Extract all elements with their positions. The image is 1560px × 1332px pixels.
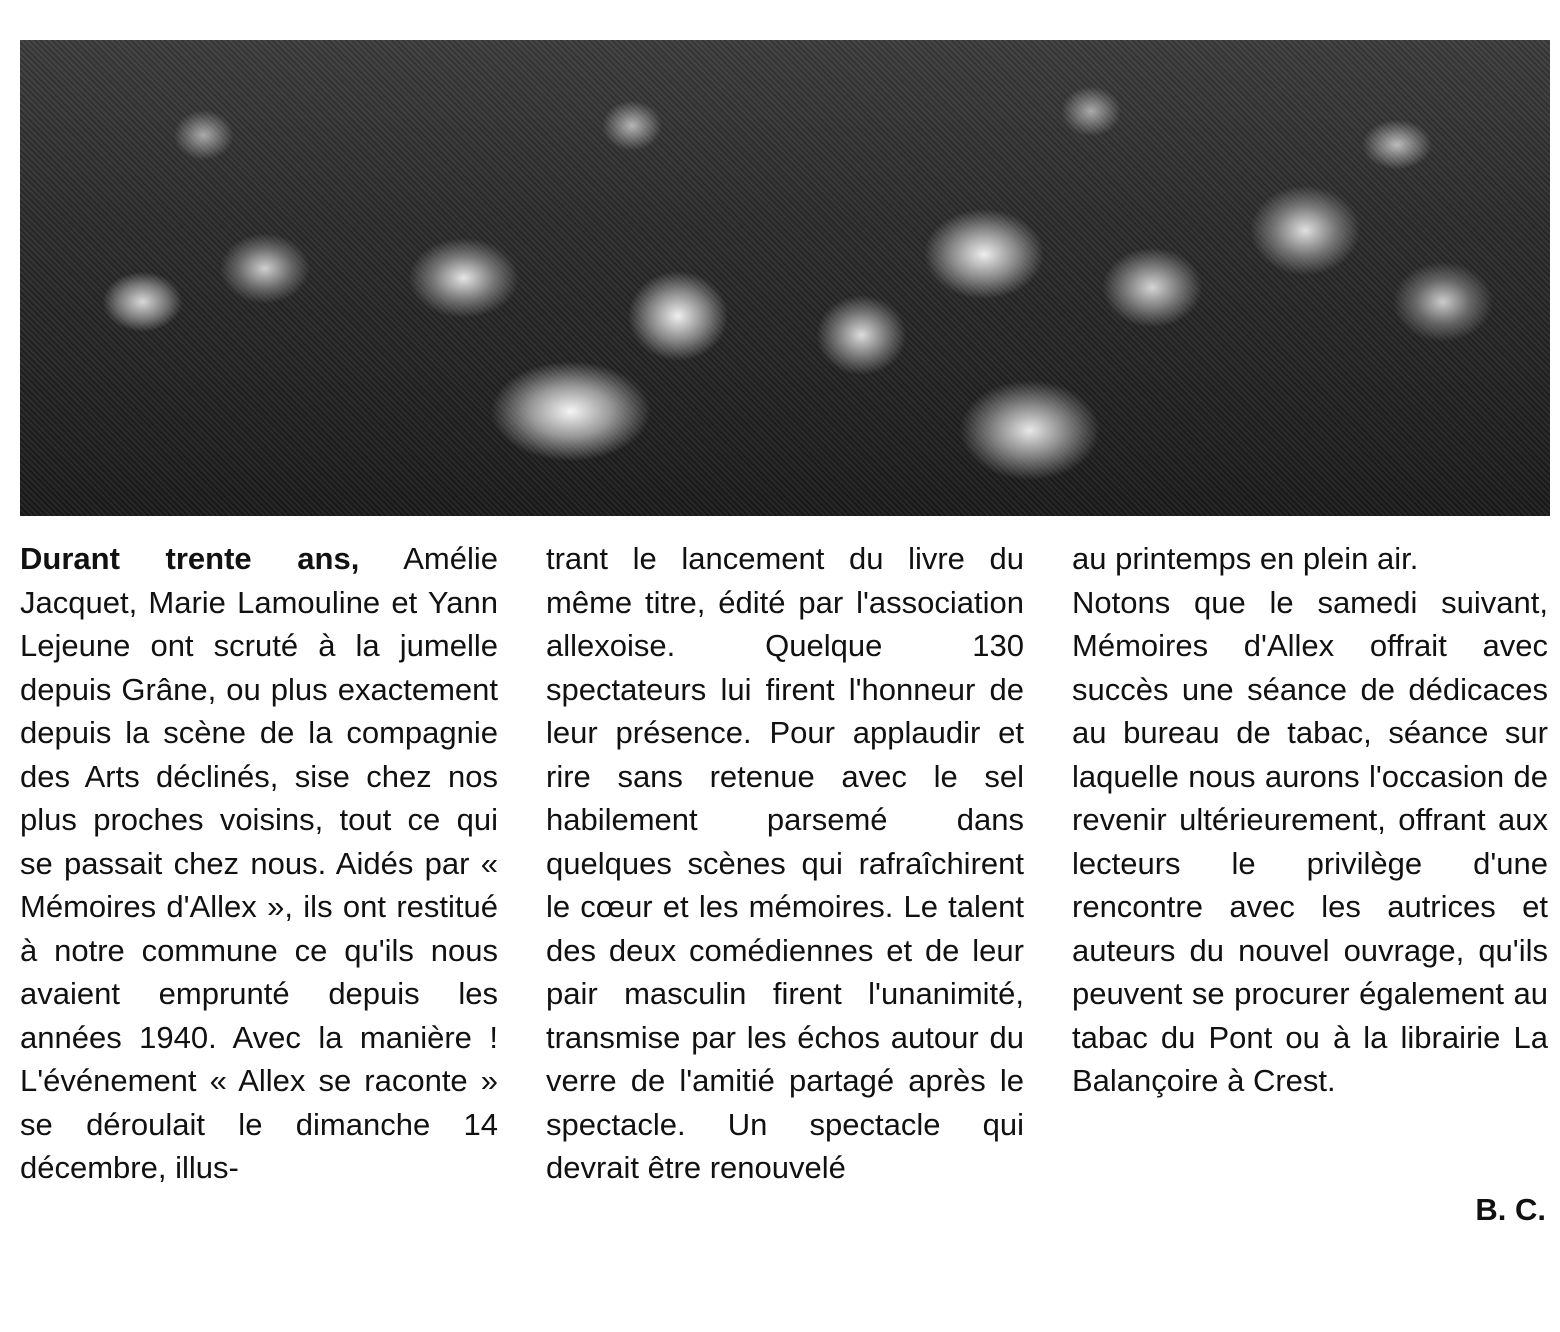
column-1-paragraph	[20, 537, 498, 1190]
article-column-2	[546, 537, 1024, 1190]
author-signature: B. C.	[1475, 1192, 1546, 1227]
article-column-1	[20, 537, 498, 1190]
audience-photo	[20, 40, 1550, 516]
column-3-paragraph-2: Notons que le samedi suivant, Mémoires d'Allex offrait avec succès une séance de dédicaces au bureau de tabac, séance sur laquelle nous aurons l'occasion de revenir ultérieurement, offrant aux lecteurs le privilège d'une rencontre avec les autrices et auteurs du nouvel ouvrage, qu'ils peuvent se procurer également au tabac du Pont ou à la librairie La Balançoire à Crest.	[1072, 584, 1548, 1098]
column-1-text: Amélie Jacquet, Marie Lamouline et Yann Lejeune ont scruté à la jumelle depuis Grâne, ou plus exactement depuis la scène de la compagnie des Arts déclinés, sise chez nos plus proches voisins, tout ce qui se passait chez nous. Aidés par « Mémoires d'Allex », ils ont restitué à notre commune ce qu'ils nous avaient emprunté depuis les années 1940. Avec la manière ! L'événement « Allex se raconte » se déroulait le dimanche 14 décembre, illus-	[20, 541, 498, 1185]
article-lead: Durant trente ans,	[20, 541, 360, 576]
column-2-text: trant le lancement du livre du même titre, édité par l'association allexoise. Quelque 130 spectateurs lui firent l'honneur de leur présence. Pour applaudir et rire sans retenue avec le sel habilement parsemé dans quelques scènes qui rafraîchirent le cœur et les mémoires. Le talent des deux comédiennes et de leur pair masculin firent l'unanimité, transmise par les échos autour du verre de l'amitié partagé après le spectacle. Un spectacle qui devrait être renouvelé	[546, 541, 1024, 1185]
article-column-3	[1072, 537, 1548, 1103]
column-3-paragraph-1: au printemps en plein air.	[1072, 541, 1419, 576]
